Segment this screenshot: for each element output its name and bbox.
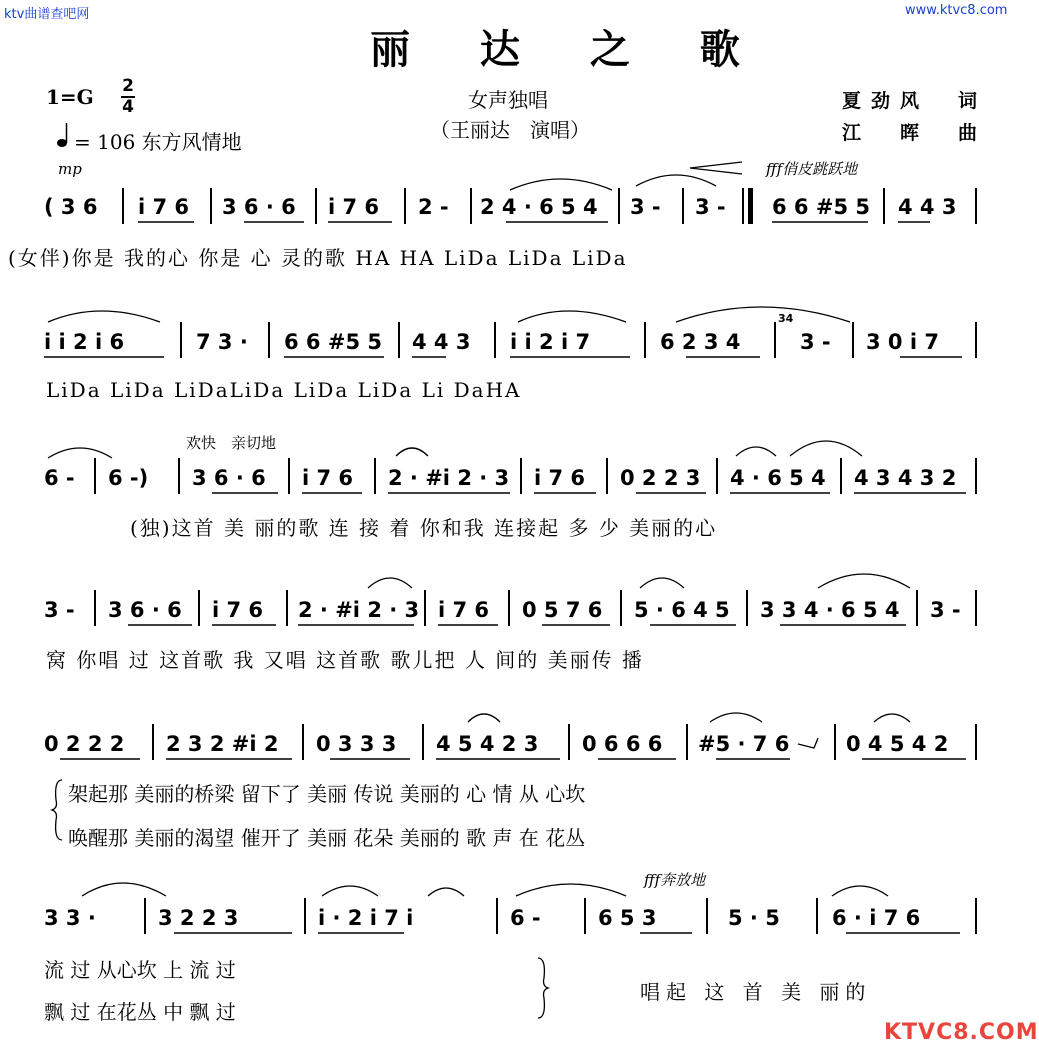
measure: 3 3 4 · 6 5 4 <box>760 598 900 622</box>
measure: 6 6 #5 5 <box>284 330 382 354</box>
performance-style: 女声独唱 <box>468 88 548 112</box>
key-signature: 1=G <box>46 85 94 109</box>
measure: 6 · i 7 6 <box>832 906 921 930</box>
lyric-brace <box>52 780 62 840</box>
barline <box>606 458 608 494</box>
measure: 6 - <box>44 466 75 490</box>
slur <box>82 883 166 896</box>
barline <box>470 188 472 224</box>
barline <box>178 458 180 494</box>
slur <box>676 307 850 322</box>
slur <box>874 714 910 722</box>
lyricist: 夏劲风 词 <box>842 90 988 112</box>
lyrics-row-6-verse-1: 流 过 从心坎 上 流 过 <box>44 958 236 982</box>
site-logo: KTVC8.COM <box>884 1020 1039 1045</box>
barline <box>94 590 96 626</box>
measure: 6 6 #5 5 <box>772 195 870 219</box>
dynamic-fff-unrestrained: fff奔放地 <box>644 871 706 889</box>
measure: 3 6 · 6 <box>192 466 266 490</box>
measure: i 7 6 <box>138 195 190 219</box>
slur <box>640 578 684 588</box>
barline <box>180 322 182 358</box>
repeat-barline <box>742 188 744 224</box>
song-title: 丽 达 之 歌 <box>370 26 768 73</box>
watermark-right: www.ktvc8.com <box>905 3 1008 18</box>
lyrics-row-4: 窝 你唱 过 这首歌 我 又唱 这首歌 歌儿把 人 间的 美丽传 播 <box>46 648 644 672</box>
measure: 3 2 2 3 <box>158 906 239 930</box>
barline <box>706 898 708 934</box>
barline <box>975 188 977 224</box>
barline <box>315 188 317 224</box>
barline <box>288 458 290 494</box>
barline <box>374 458 376 494</box>
barline <box>494 322 496 358</box>
measure: i i 2 i 7 <box>510 330 591 354</box>
barline <box>834 724 836 760</box>
barline <box>746 590 748 626</box>
slur <box>468 714 500 722</box>
barline <box>816 898 818 934</box>
measure: 6 5 3 <box>598 906 657 930</box>
repeat-barline-thick <box>748 188 753 224</box>
measure: 4 4 3 <box>412 330 471 354</box>
measure: 7 3 · <box>196 330 248 354</box>
barline <box>152 724 154 760</box>
measure: 0 5 7 6 <box>522 598 603 622</box>
time-signature-bottom: 4 <box>122 97 134 117</box>
measure: i 7 6 <box>302 466 354 490</box>
barline <box>302 724 304 760</box>
lyrics-row-1: (女伴)你是 我的心 你是 心 灵的歌 HA HA LiDa LiDa LiDa <box>8 246 628 270</box>
measure: 3 - <box>695 195 726 219</box>
barline <box>122 188 124 224</box>
measure: ( 3 6 <box>44 195 98 219</box>
barline <box>975 724 977 760</box>
slur <box>322 886 378 896</box>
measure: 4 4 3 <box>898 195 957 219</box>
composer: 江 晖 曲 <box>842 122 988 144</box>
barline <box>883 188 885 224</box>
barline <box>618 188 620 224</box>
slur <box>818 574 910 588</box>
slur <box>518 311 626 322</box>
slur <box>428 888 464 896</box>
measure: i 7 6 <box>438 598 490 622</box>
slur <box>710 713 762 722</box>
lyrics-row-5-verse-2: 唤醒那 美丽的渴望 催开了 美丽 花朵 美丽的 歌 声 在 花丛 <box>68 826 586 850</box>
slur <box>48 448 112 458</box>
measure: 4 · 6 5 4 <box>730 466 826 490</box>
barline <box>916 590 918 626</box>
lyrics-row-3: (独)这首 美 丽的歌 连 接 着 你和我 连接起 多 少 美丽的心 <box>130 516 718 540</box>
quarter-note-icon <box>56 121 70 153</box>
barline <box>286 590 288 626</box>
slur <box>636 175 716 186</box>
measure: 3 - <box>44 598 75 622</box>
measure: 3 - <box>930 598 961 622</box>
barline <box>210 188 212 224</box>
measure: i · 2 i 7 i <box>318 906 414 930</box>
measure: 0 2 2 2 <box>44 732 125 756</box>
barline <box>840 458 842 494</box>
measure: 2 · #i 2 · 3 <box>298 598 420 622</box>
measure: i 7 6 <box>328 195 380 219</box>
lyrics-row-6-chorus: 唱起 这 首 美 丽的 <box>640 980 872 1004</box>
barline <box>975 458 977 494</box>
slur <box>396 448 428 456</box>
lyrics-row-2: LiDa LiDa LiDaLiDa LiDa LiDa Li DaHA <box>46 378 522 402</box>
measure: 5 · 6 4 5 <box>634 598 730 622</box>
slur <box>832 886 888 896</box>
measure: 3 - <box>630 195 661 219</box>
measure: 4 3 4 3 2 <box>854 466 957 490</box>
crescendo-hairpin <box>690 162 742 174</box>
slur <box>368 578 412 588</box>
barline <box>568 724 570 760</box>
measure: 4 5 4 2 3 <box>436 732 539 756</box>
slur <box>510 179 612 190</box>
barline <box>716 458 718 494</box>
barline <box>404 188 406 224</box>
measure: 0 6 6 6 <box>582 732 663 756</box>
watermark-left: ktv曲谱查吧网 <box>4 7 90 22</box>
barline <box>682 188 684 224</box>
measure: 3 6 · 6 <box>222 195 296 219</box>
barline <box>268 322 270 358</box>
measure: #5 · 7 6 <box>698 732 790 756</box>
lyric-brace <box>538 958 548 1018</box>
measure: i 7 6 <box>534 466 586 490</box>
measure: 2 3 2 #i 2 <box>166 732 279 756</box>
glissando-arrow <box>798 738 818 748</box>
time-signature <box>121 78 135 116</box>
time-signature-top: 2 <box>122 76 134 96</box>
measure: 6 -) <box>108 466 149 490</box>
barline <box>686 724 688 760</box>
measure: 0 2 2 3 <box>620 466 701 490</box>
barline <box>424 590 426 626</box>
barline <box>304 898 306 934</box>
expression-joyful: 欢快 亲切地 <box>186 434 277 452</box>
meter-change: 34 <box>778 312 794 325</box>
barline <box>644 322 646 358</box>
barline <box>774 322 776 358</box>
performer: （王丽达 演唱） <box>430 118 590 142</box>
barline <box>508 590 510 626</box>
measure: 3 - <box>800 330 831 354</box>
slur <box>516 884 626 896</box>
measure: 2 - <box>418 195 449 219</box>
barline <box>398 322 400 358</box>
barline <box>852 322 854 358</box>
measure: 3 6 · 6 <box>108 598 182 622</box>
barline <box>496 898 498 934</box>
tempo-marking: = 106 东方风情地 <box>74 130 242 154</box>
barline <box>584 898 586 934</box>
barline <box>198 590 200 626</box>
barline <box>422 724 424 760</box>
measure: i 7 6 <box>212 598 264 622</box>
slur <box>790 441 862 456</box>
dynamic-mp: mp <box>58 160 82 178</box>
measure: i i 2 i 6 <box>44 330 125 354</box>
slur <box>736 447 776 456</box>
lyrics-row-5-verse-1: 架起那 美丽的桥梁 留下了 美丽 传说 美丽的 心 情 从 心坎 <box>68 782 586 806</box>
measure: 0 3 3 3 <box>316 732 397 756</box>
barline <box>620 590 622 626</box>
slur <box>48 311 160 322</box>
measure: 2 · #i 2 · 3 <box>388 466 510 490</box>
measure: 2 4 · 6 5 4 <box>480 195 598 219</box>
measure: 6 2 3 4 <box>660 330 741 354</box>
barline <box>144 898 146 934</box>
barline <box>975 590 977 626</box>
measure: 3 3 · <box>44 906 96 930</box>
lyrics-row-6-verse-2: 飘 过 在花丛 中 飘 过 <box>44 1000 236 1024</box>
dynamic-fff-playful: fff俏皮跳跃地 <box>766 160 858 178</box>
barline <box>520 458 522 494</box>
measure: 0 4 5 4 2 <box>846 732 949 756</box>
measure: 3 0 i 7 <box>866 330 939 354</box>
measure: 6 - <box>510 906 541 930</box>
barline <box>975 322 977 358</box>
barline <box>975 898 977 934</box>
barline <box>94 458 96 494</box>
measure: 5 · 5 <box>728 906 780 930</box>
